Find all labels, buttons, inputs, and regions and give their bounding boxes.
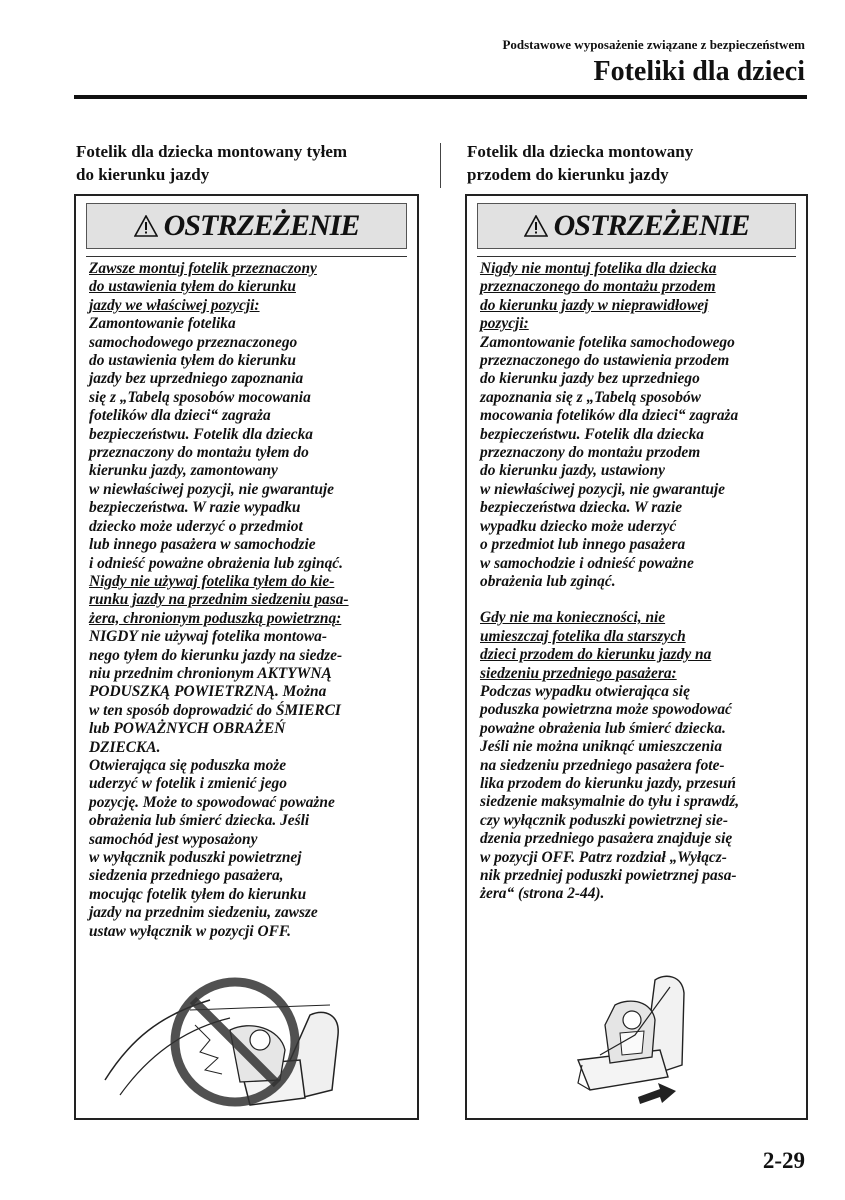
column-divider xyxy=(440,143,441,188)
left-heading-line-2: do kierunku jazdy xyxy=(76,165,210,184)
left-heading-line-1: Fotelik dla dziecka montowany tyłem xyxy=(76,142,348,161)
warning-text-line: poważne obrażenia lub śmierć dziecka. xyxy=(480,719,726,737)
warning-text-line: mocowania fotelików dla dzieci“ zagraża xyxy=(480,407,739,425)
left-warning-text xyxy=(89,260,409,941)
warning-text-line: do kierunku jazdy bez uprzedniego xyxy=(480,370,700,388)
warning-text-line: Podczas wypadku otwierająca się xyxy=(480,682,690,700)
warning-text-line: Gdy nie ma konieczności, nie xyxy=(480,609,666,627)
warning-text-line: zapoznania się z „Tabelą sposobów xyxy=(480,388,701,406)
warning-text-line: fotelików dla dzieci“ zagraża xyxy=(89,407,271,425)
warning-text-line: lub POWAŻNYCH OBRAŻEŃ xyxy=(89,720,286,738)
warning-text-line: żera“ (strona 2-44). xyxy=(480,885,605,903)
left-column-heading xyxy=(76,140,416,186)
warning-text-line: pozycji: xyxy=(480,315,529,333)
warning-text-line: przeznaczony do montażu tyłem do xyxy=(89,444,309,462)
warning-text-line: w wyłącznik poduszki powietrznej xyxy=(89,849,302,866)
warning-text-line: jazdy we właściwej pozycji: xyxy=(89,296,260,314)
warning-text-line: przeznaczonego do ustawienia przodem xyxy=(480,352,730,370)
warning-title: OSTRZEŻENIE xyxy=(163,209,360,242)
right-warning-text xyxy=(480,260,798,904)
warning-text-line: Nigdy nie montuj fotelika dla dziecka xyxy=(480,260,717,277)
warning-text-line: wypadku dziecko może uderzyć xyxy=(480,517,677,535)
warning-text-line: bezpieczeństwa dziecka. W razie xyxy=(480,499,683,517)
warning-text-line: przeznaczonego do montażu przodem xyxy=(480,278,716,296)
warning-triangle-icon xyxy=(134,215,158,237)
warning-text-line: bezpieczeństwu. Fotelik dla dziecka xyxy=(89,425,314,443)
right-warning-header xyxy=(477,203,796,249)
warning-text-line: w pozycji OFF. Patrz rozdział „Wyłącz- xyxy=(480,848,727,866)
warning-text-line: jazdy bez uprzedniego zapoznania xyxy=(89,370,304,388)
warning-text-line: Zawsze montuj fotelik przeznaczony xyxy=(89,260,317,277)
warning-text-line: siedzenia przedniego pasażera, xyxy=(89,867,284,885)
warning-text-line: pozycję. Może to spowodować poważne xyxy=(89,793,335,811)
warning-text-line: Nigdy nie używaj fotelika tyłem do kie- xyxy=(89,572,335,590)
right-heading-line-1: Fotelik dla dziecka montowany xyxy=(467,142,694,161)
warning-text-line: nego tyłem do kierunku jazdy na siedze- xyxy=(89,646,343,664)
warning-text-line: lika przodem do kierunku jazdy, przesuń xyxy=(480,774,736,792)
warning-text-line: samochodowego przeznaczonego xyxy=(89,333,298,351)
warning-text-line: i odnieść poważne obrażenia lub zginąć. xyxy=(89,554,343,572)
header-rule xyxy=(74,95,807,99)
warning-text-line: kierunku jazdy, zamontowany xyxy=(89,462,278,480)
warning-text-line: umieszczaj fotelika dla starszych xyxy=(480,627,686,645)
warning-text-line: Jeśli nie można uniknąć umieszczenia xyxy=(480,738,723,756)
paragraph-gap xyxy=(480,591,798,609)
warning-text-line: do kierunku jazdy, ustawiony xyxy=(480,462,666,480)
warning-text-line: do kierunku jazdy w nieprawidłowej xyxy=(480,296,709,314)
warning-separator xyxy=(86,256,407,257)
warning-text-line: lub innego pasażera w samochodzie xyxy=(89,536,316,554)
warning-text-line: ustaw wyłącznik w pozycji OFF. xyxy=(89,922,291,940)
warning-text-line: na siedzeniu przedniego pasażera fote- xyxy=(480,756,725,774)
warning-text-line: się z „Tabelą sposobów mocowania xyxy=(89,388,311,406)
right-column-heading xyxy=(467,140,807,186)
warning-text-line: siedzeniu przedniego pasażera: xyxy=(480,664,677,682)
warning-text-line: w niewłaściwej pozycji, nie gwarantuje xyxy=(480,480,725,498)
warning-text-line: bezpieczeństwa. W razie wypadku xyxy=(89,499,301,517)
warning-text-line: do ustawienia tyłem do kierunku xyxy=(89,352,296,370)
warning-text-line: w ten sposób doprowadzić do ŚMIERCI xyxy=(89,701,341,719)
warning-text-line: poduszka powietrzna może spowodować xyxy=(480,701,732,719)
warning-text-line: dzieci przodem do kierunku jazdy na xyxy=(480,646,712,664)
warning-text-line: Zamontowanie fotelika samochodowego xyxy=(480,333,735,351)
warning-text-line: niu przednim chronionym AKTYWNĄ xyxy=(89,664,332,682)
left-warning-header xyxy=(86,203,407,249)
warning-text-line: w niewłaściwej pozycji, nie gwarantuje xyxy=(89,480,334,498)
warning-text-line: o przedmiot lub innego pasażera xyxy=(480,536,686,554)
page-number: 2-29 xyxy=(762,1148,805,1173)
warning-text-line: NIGDY nie używaj fotelika montowa- xyxy=(89,628,327,646)
forward-facing-seat-illustration xyxy=(560,965,710,1110)
section-header: Podstawowe wyposażenie związane z bezpieczeństwem xyxy=(502,37,805,52)
warning-text-line: siedzenie maksymalnie do tyłu i sprawdź, xyxy=(480,793,740,811)
right-heading-line-2: przodem do kierunku jazdy xyxy=(467,165,669,184)
warning-text-line: Zamontowanie fotelika xyxy=(89,315,236,333)
warning-text-line: samochód jest wyposażony xyxy=(89,830,258,848)
page-title: Foteliki dla dzieci xyxy=(593,56,805,87)
warning-separator xyxy=(477,256,796,257)
warning-text-line: przeznaczony do montażu przodem xyxy=(480,444,701,462)
warning-triangle-icon xyxy=(524,215,548,237)
warning-text-line: obrażenia lub zginąć. xyxy=(480,572,616,590)
warning-text-line: dzenia przedniego pasażera znajduje się xyxy=(480,830,733,848)
warning-text-line: Otwierająca się poduszka może xyxy=(89,756,287,774)
warning-text-line: DZIECKA. xyxy=(89,738,161,756)
warning-text-line: bezpieczeństwu. Fotelik dla dziecka xyxy=(480,425,705,443)
warning-text-line: w samochodzie i odnieść poważne xyxy=(480,554,694,572)
warning-text-line: runku jazdy na przednim siedzeniu pasa- xyxy=(89,591,349,609)
warning-text-line: obrażenia lub śmierć dziecka. Jeśli xyxy=(89,812,310,830)
warning-text-line: PODUSZKĄ POWIETRZNĄ. Można xyxy=(89,683,327,701)
warning-text-line: nik przedniej poduszki powietrznej pasa- xyxy=(480,867,737,884)
rear-facing-seat-prohibited-illustration xyxy=(100,970,360,1110)
warning-title: OSTRZEŻENIE xyxy=(553,209,750,242)
warning-text-line: czy wyłącznik poduszki powietrznej sie- xyxy=(480,811,728,829)
warning-text-line: jazdy na przednim siedzeniu, zawsze xyxy=(89,904,318,922)
warning-text-line: mocując fotelik tyłem do kierunku xyxy=(89,885,307,903)
warning-text-line: żera, chronionym poduszką powietrzną: xyxy=(89,609,342,627)
warning-text-line: do ustawienia tyłem do kierunku xyxy=(89,278,296,296)
warning-text-line: dziecko może uderzyć o przedmiot xyxy=(89,517,303,535)
warning-text-line: uderzyć w fotelik i zmienić jego xyxy=(89,775,287,793)
